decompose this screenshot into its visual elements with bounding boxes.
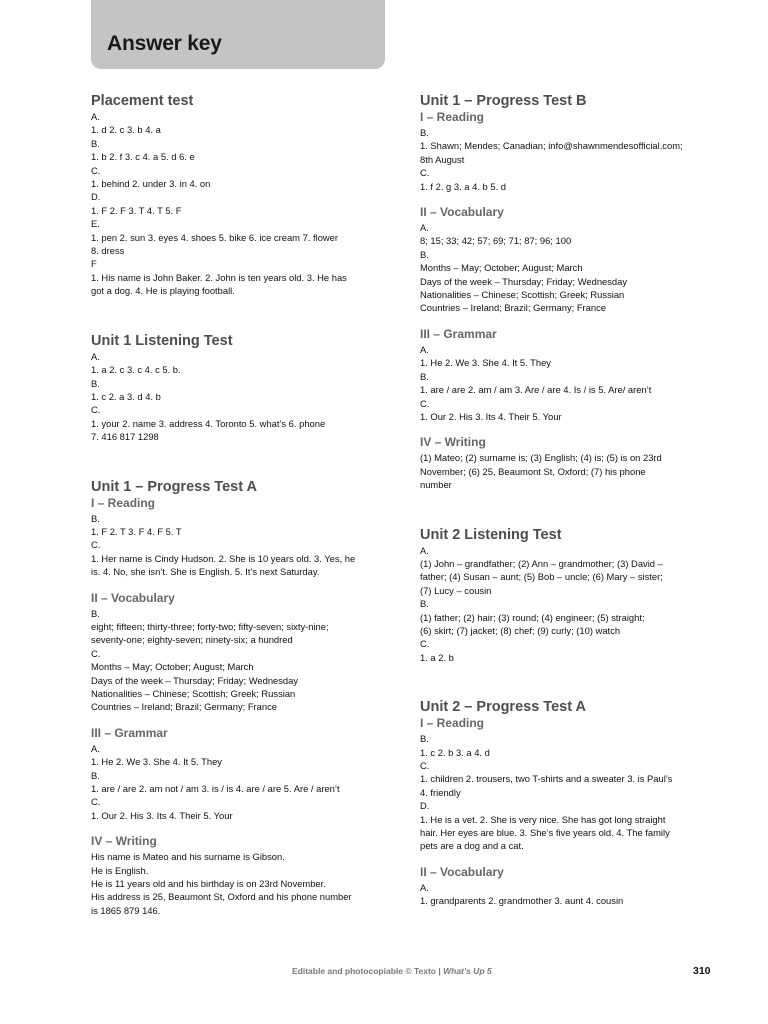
answer-line: 1. children 2. trousers, two T-shirts and a sweater 3. is Paul’s bbox=[420, 773, 673, 785]
answer-line: 1. d 2. c 3. b 4. a bbox=[91, 124, 161, 136]
answer-line: B. bbox=[420, 127, 429, 138]
answer-line: (1) father; (2) hair; (3) round; (4) engineer; (5) straight; bbox=[420, 611, 645, 623]
footer-copyright: Editable and photocopiable © Texto | What’s Up 5 bbox=[292, 966, 492, 976]
section-title: Unit 1 Listening Test bbox=[91, 332, 233, 349]
answer-line: His address is 25, Beaumont St, Oxford and his phone number bbox=[91, 891, 352, 903]
answer-line: B. bbox=[91, 377, 100, 389]
answer-lines bbox=[91, 110, 384, 298]
subsection-title: I – Reading bbox=[420, 110, 485, 124]
answer-line: 1. a 2. b bbox=[420, 651, 454, 663]
page-number: 310 bbox=[693, 965, 711, 977]
section-unit1-progress-a bbox=[91, 478, 384, 918]
answer-line: 1. His name is John Baker. 2. John is ten years old. 3. He has bbox=[91, 271, 347, 283]
answer-line: 8. dress bbox=[91, 245, 125, 257]
answer-lines bbox=[91, 850, 384, 917]
section-title: Unit 2 – Progress Test A bbox=[420, 699, 586, 716]
answer-line: C. bbox=[420, 638, 430, 650]
answer-line: is. 4. No, she isn’t. She is English. 5. It’s next Saturday. bbox=[91, 566, 320, 578]
answer-line: (7) Lucy – cousin bbox=[420, 584, 492, 596]
subsection-title: IV – Writing bbox=[420, 435, 486, 450]
answer-line: 8; 15; 33; 42; 57; 69; 71; 87; 96; 100 bbox=[420, 235, 572, 247]
answer-line: B. bbox=[420, 733, 429, 745]
answer-line: November; (6) 25, Beaumont St, Oxford; (7) his phone bbox=[420, 465, 646, 477]
page-title: Answer key bbox=[107, 32, 222, 55]
answer-line: father; (4) Susan – aunt; (5) Bob – uncle; (6) Mary – sister; bbox=[420, 571, 663, 583]
answer-line: A. bbox=[91, 350, 100, 362]
answer-line: number bbox=[420, 479, 452, 491]
answer-line: 1. a 2. c 3. c 4. c 5. b. bbox=[91, 364, 181, 376]
answer-line: 8th August bbox=[420, 153, 465, 165]
answer-lines bbox=[420, 732, 713, 853]
answer-line: 1. He 2. We 3. She 4. It 5. They bbox=[420, 357, 551, 369]
answer-line: His name is Mateo and his surname is Gibson. bbox=[91, 851, 285, 863]
answer-line: Days of the week – Thursday; Friday; Wednesday bbox=[91, 674, 299, 686]
answer-line: He is 11 years old and his birthday is on 23rd November. bbox=[91, 878, 326, 890]
answer-line: seventy-one; eighty-seven; ninety-six; a hundred bbox=[91, 634, 293, 646]
answer-line: (6) skirt; (7) jacket; (8) chef; (9) curly; (10) watch bbox=[420, 624, 621, 636]
subsection-title: I – Reading bbox=[420, 716, 485, 731]
answer-line: C. bbox=[91, 647, 101, 659]
left-column bbox=[91, 92, 384, 919]
answer-line: He is English. bbox=[91, 864, 149, 876]
answer-line: 1. He 2. We 3. She 4. It 5. They bbox=[91, 756, 222, 768]
answer-line: pets are a dog and a cat. bbox=[420, 840, 524, 852]
answer-line: Countries – Ireland; Brazil; Germany; France bbox=[420, 302, 607, 314]
answer-lines bbox=[91, 742, 384, 822]
answer-line: 1. c 2. a 3. d 4. b bbox=[91, 390, 161, 402]
answer-line: Days of the week – Thursday; Friday; Wednesday bbox=[420, 275, 628, 287]
answer-line: Months – May; October; August; March bbox=[420, 262, 583, 274]
answer-line: B. bbox=[91, 137, 100, 149]
answer-line: D. bbox=[420, 800, 430, 812]
subsection-title: IV – Writing bbox=[91, 834, 157, 849]
right-column bbox=[420, 92, 713, 910]
section-placement-test bbox=[91, 92, 384, 298]
answer-line: F bbox=[91, 258, 97, 270]
book-title: What’s Up 5 bbox=[443, 966, 492, 976]
subsection-title: I – Reading bbox=[91, 495, 156, 510]
answer-line: got a dog. 4. He is playing football. bbox=[91, 285, 235, 297]
answer-line: 1. f 2. g 3. a 4. b 5. d bbox=[420, 180, 506, 192]
subsection-title: II – Vocabulary bbox=[91, 590, 175, 605]
section-title: Unit 2 Listening Test bbox=[420, 526, 562, 543]
subsection-title: III – Grammar bbox=[91, 725, 168, 740]
answer-lines bbox=[91, 607, 384, 714]
answer-line: 1. F 2. T 3. F 4. F 5. T bbox=[91, 525, 182, 537]
section-unit2-listening bbox=[420, 526, 713, 665]
answer-lines bbox=[420, 881, 713, 908]
answer-line: (1) Mateo; (2) surname is; (3) English; (4) is; (5) is on 23rd bbox=[420, 452, 662, 464]
answer-lines bbox=[420, 451, 713, 491]
answer-lines bbox=[420, 126, 713, 193]
answer-line: 1. behind 2. under 3. in 4. on bbox=[91, 178, 211, 190]
answer-line: C. bbox=[420, 167, 430, 179]
answer-line: A. bbox=[420, 222, 429, 234]
answer-line: Countries – Ireland; Brazil; Germany; France bbox=[91, 701, 278, 713]
answer-line: B. bbox=[91, 512, 100, 524]
answer-line: 1. are / are 2. am not / am 3. is / is 4. are / are 5. Are / aren’t bbox=[91, 783, 340, 795]
subsection-title: II – Vocabulary bbox=[420, 864, 504, 879]
answer-line: C. bbox=[91, 796, 101, 808]
answer-line: B. bbox=[420, 370, 429, 382]
section-unit2-progress-a bbox=[420, 698, 713, 907]
answer-line: 1. Our 2. His 3. Its 4. Their 5. Your bbox=[420, 410, 562, 422]
answer-line: B. bbox=[420, 248, 429, 260]
answer-line: D. bbox=[91, 191, 101, 203]
section-title: Unit 1 – Progress Test A bbox=[91, 478, 257, 495]
answer-line: 1. are / are 2. am / am 3. Are / are 4. Is / is 5. Are/ aren’t bbox=[420, 384, 652, 396]
answer-line: is 1865 879 146. bbox=[91, 904, 161, 916]
answer-line: A. bbox=[420, 343, 429, 355]
answer-line: C. bbox=[420, 397, 430, 409]
subsection-title: II – Vocabulary bbox=[420, 205, 504, 220]
page-footer bbox=[0, 966, 768, 980]
answer-line: 1. c 2. b 3. a 4. d bbox=[420, 746, 490, 758]
answer-line: A. bbox=[420, 544, 429, 556]
subsection-title: III – Grammar bbox=[420, 326, 497, 341]
answer-lines bbox=[420, 544, 713, 665]
answer-line: A. bbox=[420, 881, 429, 893]
answer-line: A. bbox=[91, 111, 100, 122]
answer-line: (1) John – grandfather; (2) Ann – grandmother; (3) David – bbox=[420, 557, 663, 569]
answer-line: C. bbox=[91, 164, 101, 176]
answer-lines bbox=[420, 343, 713, 423]
answer-line: 1. pen 2. sun 3. eyes 4. shoes 5. bike 6. ice cream 7. flower bbox=[91, 231, 339, 243]
answer-line: E. bbox=[91, 218, 100, 230]
answer-line: B. bbox=[420, 598, 429, 610]
section-unit1-listening bbox=[91, 332, 384, 444]
answer-lines bbox=[91, 512, 384, 579]
section-unit1-progress-b bbox=[420, 92, 713, 492]
section-title: Unit 1 – Progress Test B bbox=[420, 93, 587, 109]
answer-line: eight; fifteen; thirty-three; forty-two; fifty-seven; sixty-nine; bbox=[91, 620, 329, 632]
answer-line: C. bbox=[420, 760, 430, 771]
answer-lines bbox=[420, 221, 713, 315]
answer-line: 1. Our 2. His 3. Its 4. Their 5. Your bbox=[91, 809, 233, 821]
answer-line: Nationalities – Chinese; Scottish; Greek; Russian bbox=[420, 289, 625, 301]
answer-line: C. bbox=[91, 404, 101, 416]
answer-line: 1. Shawn; Mendes; Canadian; info@shawnmendesofficial.com; bbox=[420, 140, 683, 152]
answer-line: 1. grandparents 2. grandmother 3. aunt 4. cousin bbox=[420, 895, 624, 907]
answer-line: 1. your 2. name 3. address 4. Toronto 5. what’s 6. phone bbox=[91, 417, 326, 429]
answer-line: 1. Her name is Cindy Hudson. 2. She is 10 years old. 3. Yes, he bbox=[91, 552, 356, 564]
answer-line: 7. 416 817 1298 bbox=[91, 431, 159, 443]
section-title: Placement test bbox=[91, 93, 194, 109]
answer-line: 1. F 2. F 3. T 4. T 5. F bbox=[91, 204, 182, 216]
answer-lines bbox=[91, 350, 384, 444]
answer-line: Months – May; October; August; March bbox=[91, 661, 254, 673]
answer-line: 4. friendly bbox=[420, 786, 461, 798]
answer-line: 1. b 2. f 3. c 4. a 5. d 6. e bbox=[91, 151, 195, 163]
answer-line: Nationalities – Chinese; Scottish; Greek; Russian bbox=[91, 688, 296, 699]
answer-line: hair. Her eyes are blue. 3. She’s five years old. 4. The family bbox=[420, 827, 670, 839]
answer-line: A. bbox=[91, 742, 100, 754]
answer-line: C. bbox=[91, 539, 101, 551]
answer-line: B. bbox=[91, 607, 100, 619]
answer-line: 1. He is a vet. 2. She is very nice. She has got long straight bbox=[420, 813, 666, 825]
answer-line: B. bbox=[91, 769, 100, 781]
